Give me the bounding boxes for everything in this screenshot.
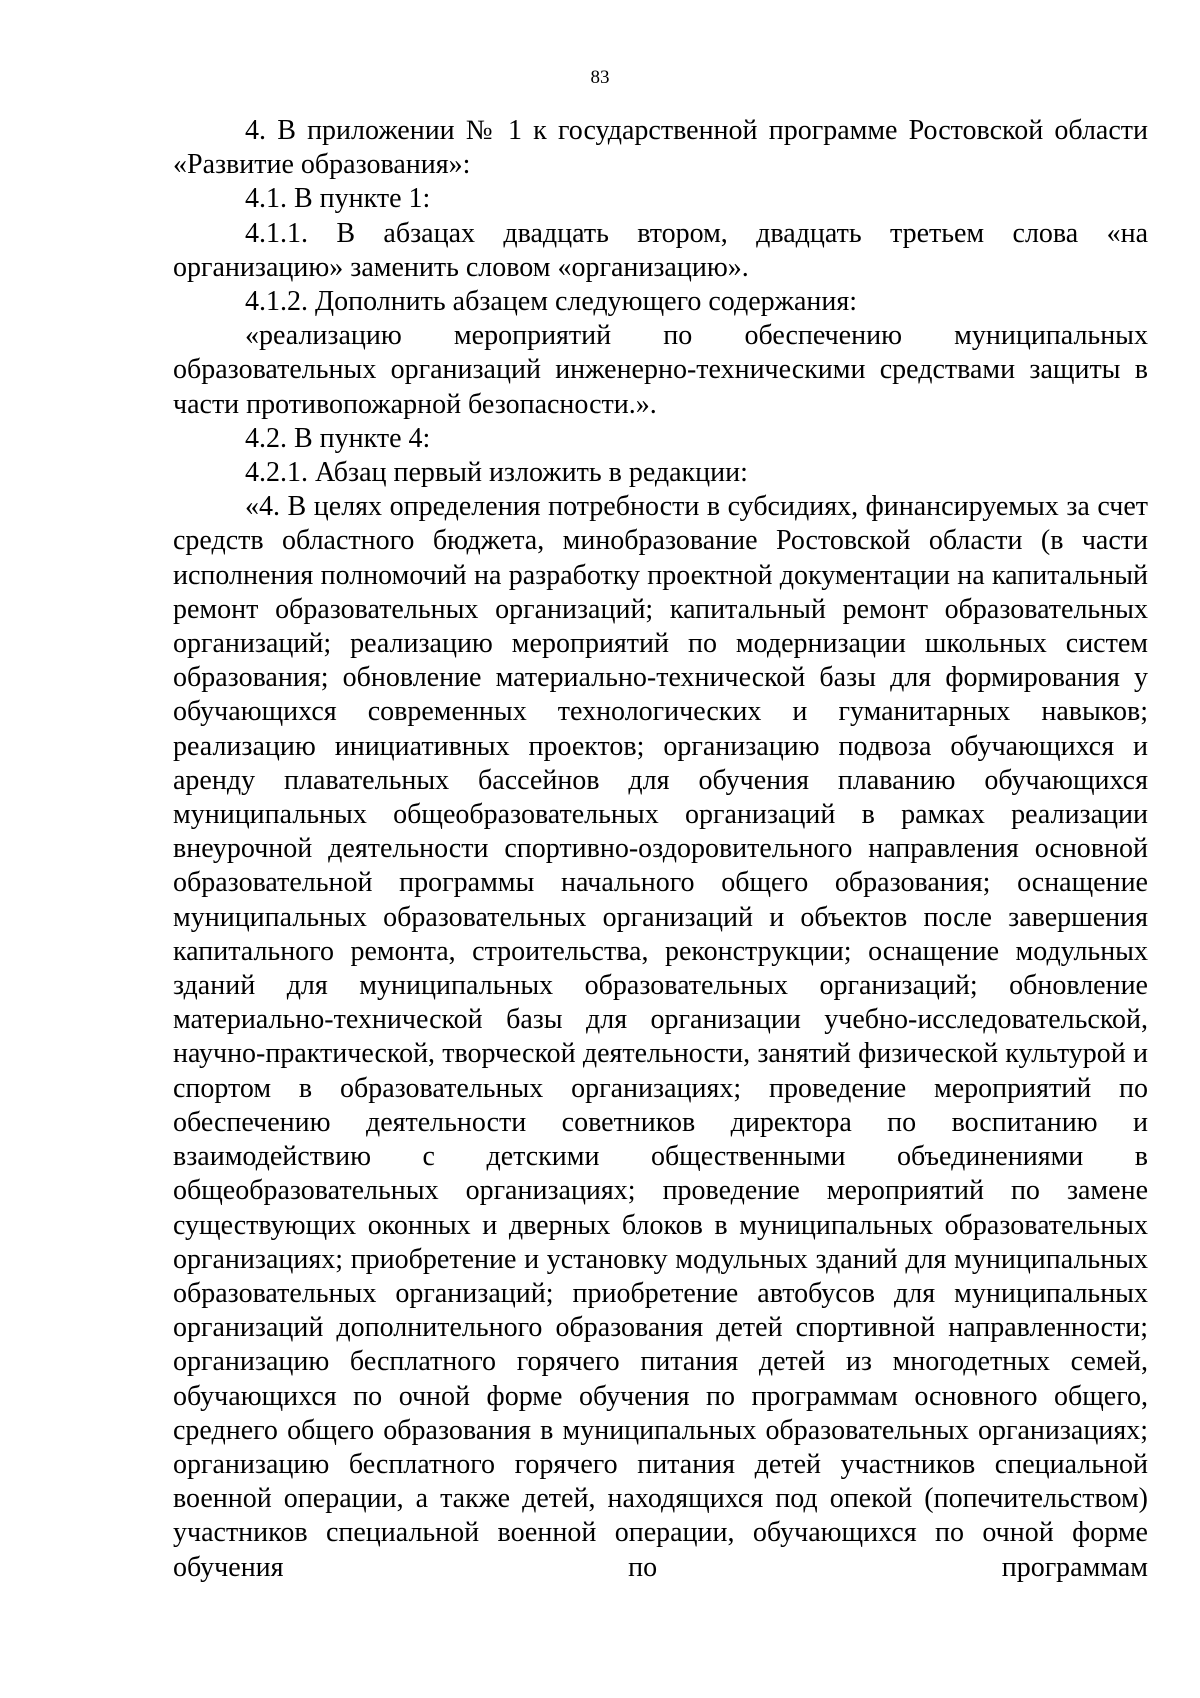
paragraph-quote-fire-safety: «реализацию мероприятий по обеспечению муниципальных образовательных организаций инженерно-техническими средствами защиты в части противопожарной безопасности.». (173, 320, 1148, 420)
paragraph-4-2: 4.2. В пункте 4: (245, 422, 431, 454)
paragraph-4-2-1: 4.2.1. Абзац первый изложить в редакции: (245, 457, 748, 489)
document-body (173, 114, 1148, 1585)
paragraph-quote-subsidies: «4. В целях определения потребности в субсидиях, финансируемых за счет средств областного бюджета, минобразование Ростовской области (в части исполнения полномочий на разработку проектной документации на капитальный ремонт образовательных организаций; капитальный ремонт образовательных организаций; реализацию мероприятий по модернизации школьных систем образования; обновление материально-технической базы для формирования у обучающихся современных технологических и гуманитарных навыков; реализацию инициативных проектов; организацию подвоза обучающихся и аренду плавательных бассейнов для обучения плаванию обучающихся муниципальных общеобразовательных организаций в рамках реализации внеурочной деятельности спортивно-оздоровительного направления основной образовательной программы начального общего образования; оснащение муниципальных образовательных организаций и объектов после завершения капитального ремонта, строительства, реконструкции; оснащение модульных зданий для муниципальных образовательных организаций; обновление материально-технической базы для организации учебно-исследовательской, научно-практической, творческой деятельности, занятий физической культурой и спортом в образовательных организациях; проведение мероприятий по обеспечению деятельности советников директора по воспитанию и взаимодействию с детскими общественными объединениями в общеобразовательных организациях; проведение мероприятий по замене существующих оконных и дверных блоков в муниципальных образовательных организациях; приобретение и установку модульных зданий для муниципальных образовательных организаций; приобретение автобусов для муниципальных организаций дополнительного образования детей спортивной направленности; организацию бесплатного горячего питания детей из многодетных семей, обучающихся по очной форме обучения по программам основного общего, среднего общего образования в муниципальных образовательных организациях; организацию бесплатного горячего питания детей участников специальной военной операции, а также детей, находящихся под опекой (попечительством) участников специальной военной операции, обучающихся по очной форме обучения по программам (173, 491, 1148, 1583)
paragraph-appendix-1: 4. В приложении № 1 к государственной программе Ростовской области «Развитие образования»: (173, 115, 1148, 181)
paragraph-4-1: 4.1. В пункте 1: (245, 183, 431, 215)
page-number: 83 (590, 67, 610, 88)
paragraph-4-1-1: 4.1.1. В абзацах двадцать втором, двадцать третьем слова «на организацию» заменить словом «организацию». (173, 217, 1148, 283)
paragraph-4-1-2: 4.1.2. Дополнить абзацем следующего содержания: (245, 286, 858, 318)
